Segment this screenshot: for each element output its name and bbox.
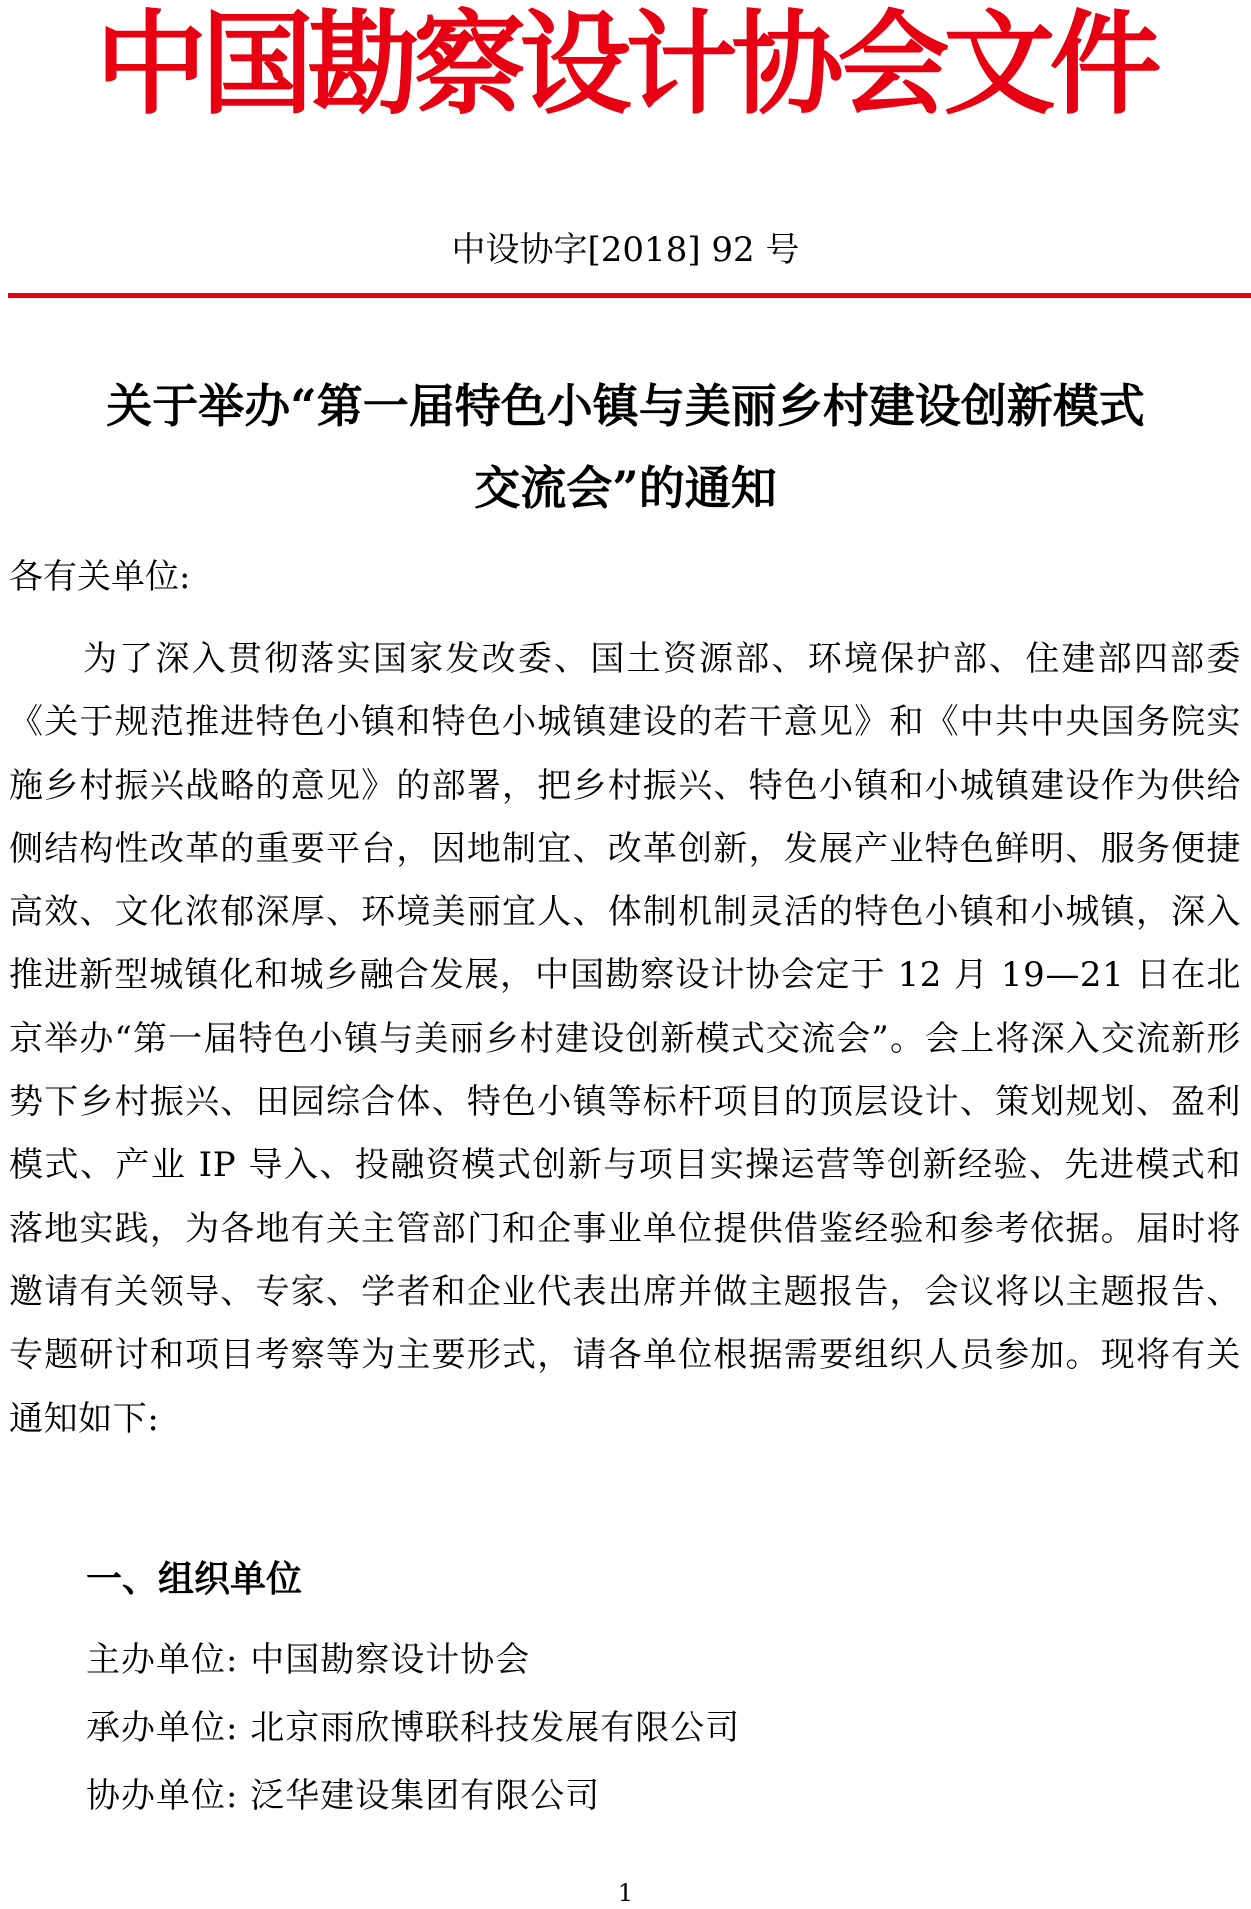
organizer-row-co-organizer — [86, 1762, 740, 1830]
organizer-label: 协办单位: — [86, 1776, 239, 1816]
organizer-value: 中国勘察设计协会 — [250, 1640, 531, 1680]
notice-title-line-2: 交流会”的通知 — [474, 461, 777, 515]
organizer-row-host — [86, 1626, 740, 1694]
organizer-label: 主办单位: — [86, 1640, 239, 1680]
organizer-value: 泛华建设集团有限公司 — [250, 1776, 601, 1816]
section-heading-organizers: 一、组织单位 — [86, 1558, 303, 1600]
organizer-value: 北京雨欣博联科技发展有限公司 — [250, 1708, 741, 1748]
notice-title-line-1: 关于举办“第一届特色小镇与美丽乡村建设创新模式 — [106, 379, 1145, 433]
red-divider-rule — [8, 293, 1251, 298]
organizer-row-undertaker — [86, 1694, 740, 1762]
notice-title — [0, 365, 1251, 529]
document-number: 中设协字[2018] 92 号 — [451, 230, 800, 270]
salutation: 各有关单位: — [9, 557, 191, 597]
page-number: 1 — [617, 1879, 634, 1907]
document-header-title: 中国勘察设计协会文件 — [95, 0, 1156, 130]
body-paragraph: 为了深入贯彻落实国家发改委、国土资源部、环境保护部、住建部四部委《关于规范推进特色小镇和特色小城镇建设的若干意见》和《中共中央国务院实施乡村振兴战略的意见》的部署，把乡村振兴、特色小镇和小城镇建设作为供给侧结构性改革的重要平台，因地制宜、改革创新，发展产业特色鲜明、服务便捷高效、文化浓郁深厚、环境美丽宜人、体制机制灵活的特色小镇和小城镇，深入推进新型城镇化和城乡融合发展，中国勘察设计协会定于 12 月 19—21 日在北京举办“第一届特色小镇与美丽乡村建设创新模式交流会”。会上将深入交流新形势下乡村振兴、田园综合体、特色小镇等标杆项目的顶层设计、策划规划、盈利模式、产业 IP 导入、投融资模式创新与项目实操运营等创新经验、先进模式和落地实践，为各地有关主管部门和企事业单位提供借鉴经验和参考依据。届时将邀请有关领导、专家、学者和企业代表出席并做主题报告，会议将以主题报告、专题研讨和项目考察等为主要形式，请各单位根据需要组织人员参加。现将有关通知如下: — [9, 639, 1241, 1439]
organizer-label: 承办单位: — [86, 1708, 239, 1748]
organizer-list — [86, 1626, 740, 1830]
